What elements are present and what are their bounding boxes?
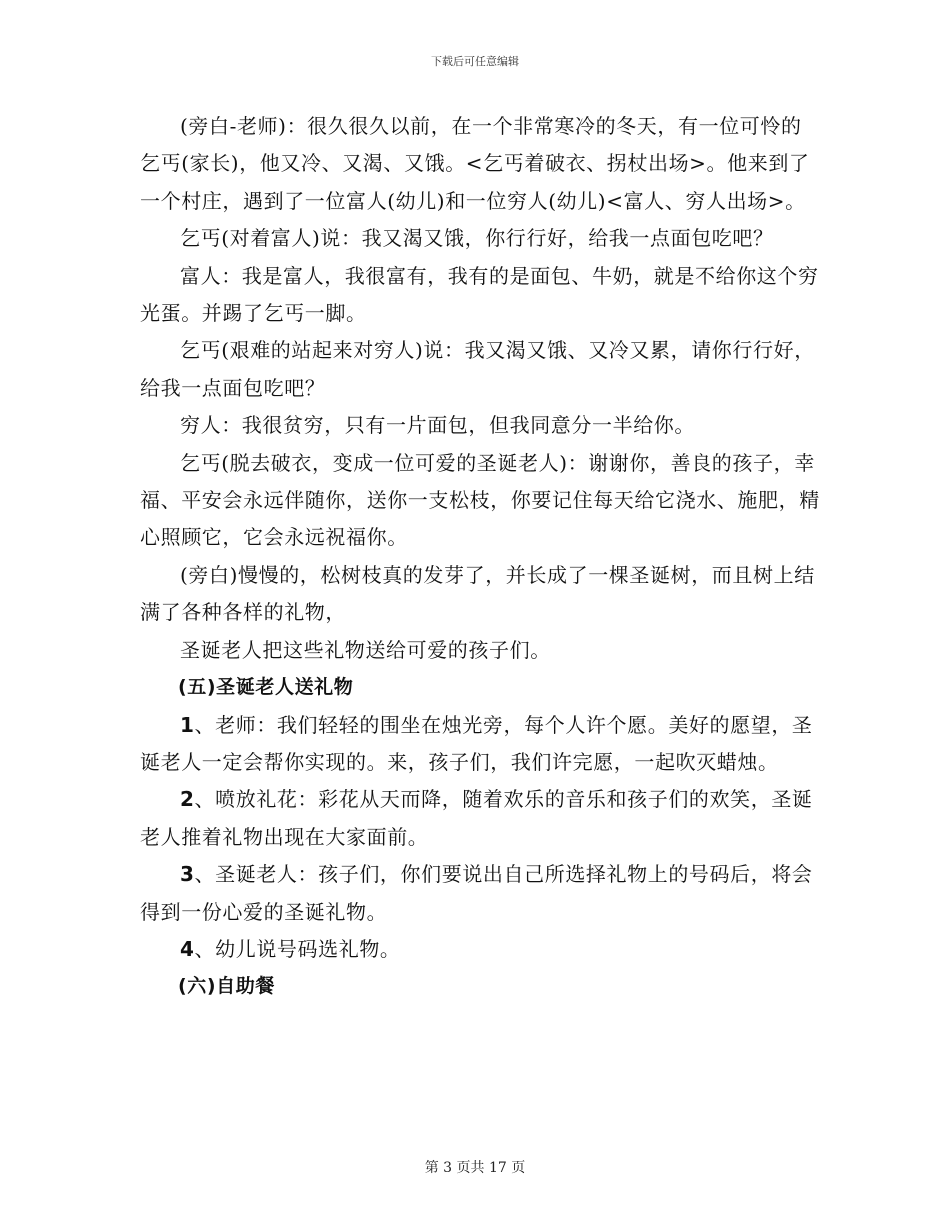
list-item-number: 4 <box>180 936 195 961</box>
paragraph-santa-thanks: 乞丐(脱去破衣，变成一位可爱的圣诞老人)：谢谢你，善良的孩子，幸福、平安会永远伴随你，送你一支松枝，你要记住每天给它浇水、施肥，精心照顾它，它会永远祝福你。 <box>140 450 820 550</box>
document-body <box>140 108 820 1006</box>
paragraph-narration: (旁白-老师)：很久很久以前，在一个非常寒冷的冬天，有一位可怜的乞丐(家长)，他又冷、又渴、又饿。<乞丐着破衣、拐杖出场>。他来到了一个村庄，遇到了一位富人(幼儿)和一位穷人(幼儿)<富人、穷人出场>。 <box>140 114 810 213</box>
section-heading-buffet: (六)自助餐 <box>178 975 275 998</box>
page-number: 第 3 页共 17 页 <box>424 1160 526 1176</box>
page-header-note: 下载后可任意编辑 <box>431 55 519 68</box>
list-item-text: 、老师：我们轻轻的围坐在烛光旁，每个人许个愿。美好的愿望，圣诞老人一定会帮你实现的。来，孩子们，我们许完愿，一起吹灭蜡烛。 <box>140 712 813 774</box>
list-item <box>140 856 820 931</box>
list-item-number: 2 <box>180 787 195 812</box>
paragraph-beggar-to-rich: 乞丐(对着富人)说：我又渴又饿，你行行好，给我一点面包吃吧？ <box>180 226 774 251</box>
list-item-number: 3 <box>180 862 195 887</box>
paragraph-poor-reply: 穷人：我很贫穷，只有一片面包，但我同意分一半给你。 <box>180 413 695 438</box>
paragraph-gifts-given: 圣诞老人把这些礼物送给可爱的孩子们。 <box>180 637 551 662</box>
list-item-number: 1 <box>180 712 195 737</box>
paragraph-beggar-to-poor: 乞丐(艰难的站起来对穷人)说：我又渴又饿、又冷又累，请你行行好，给我一点面包吃吧？ <box>140 338 815 400</box>
list-item <box>140 931 820 968</box>
list-item-text: 、幼儿说号码选礼物。 <box>194 936 401 961</box>
paragraph-tree-grows: (旁白)慢慢的，松树枝真的发芽了，并长成了一棵圣诞树，而且树上结满了各种各样的礼物， <box>140 562 815 625</box>
list-item <box>140 781 820 856</box>
paragraph-rich-reply: 富人：我是富人，我很富有，我有的是面包、牛奶，就是不给你这个穷光蛋。并踢了乞丐一脚。 <box>140 263 819 326</box>
section-heading-gifts: (五)圣诞老人送礼物 <box>178 676 354 699</box>
list-item <box>140 707 820 782</box>
list-item-text: 、喷放礼花：彩花从天而降，随着欢乐的音乐和孩子们的欢笑，圣诞老人推着礼物出现在大家面前。 <box>140 787 813 849</box>
list-item-text: 、圣诞老人：孩子们，你们要说出自己所选择礼物上的号码后，将会得到一份心爱的圣诞礼物。 <box>140 862 813 924</box>
